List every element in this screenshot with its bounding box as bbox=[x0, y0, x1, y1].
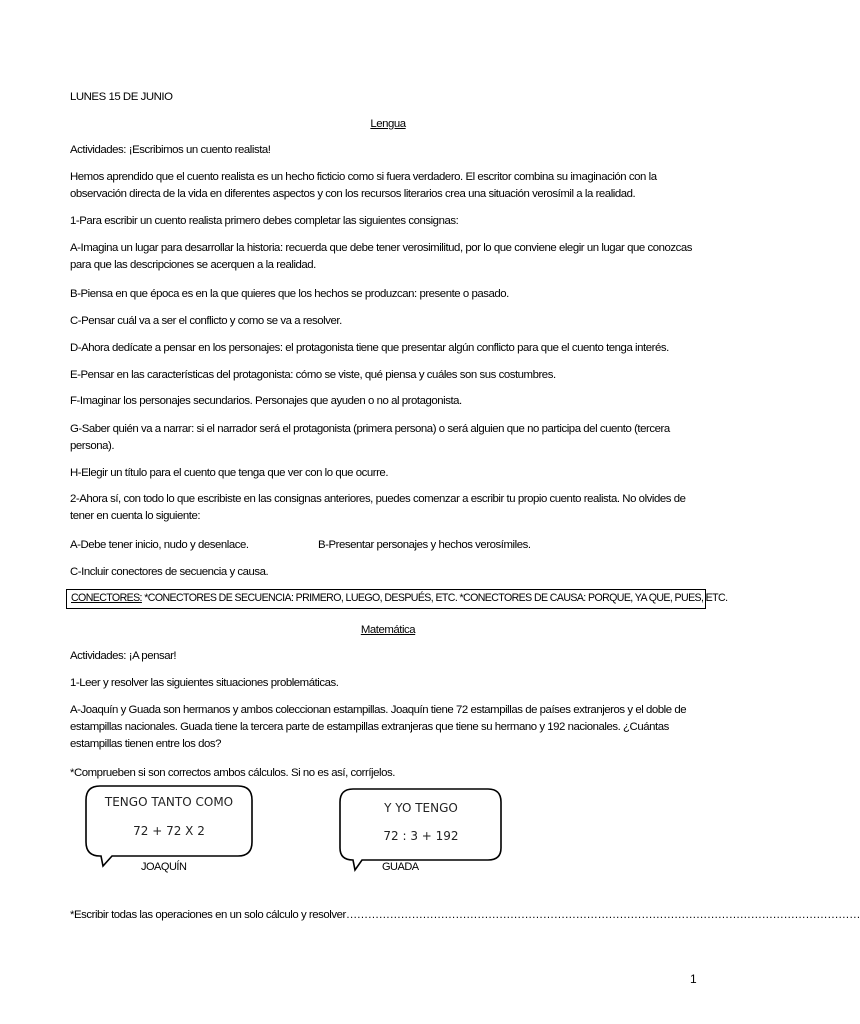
math-activities: Actividades: ¡A pensar! bbox=[70, 650, 177, 662]
name-joaquin: JOAQUÍN bbox=[141, 861, 187, 873]
requirement-a: A-Debe tener inicio, nudo y desenlace. bbox=[70, 539, 249, 551]
bubble-right-line1: Y YO TENGO bbox=[384, 801, 458, 815]
item-h: H-Elegir un título para el cuento que tenga que ver con lo que ocurre. bbox=[70, 467, 389, 479]
requirement-b: B-Presentar personajes y hechos verosímiles. bbox=[318, 539, 531, 551]
connectors-label: CONECTORES: bbox=[71, 592, 142, 604]
bubble-left-line1: TENGO TANTO COMO bbox=[104, 795, 234, 809]
name-guada: GUADA bbox=[382, 861, 419, 873]
item-g: G-Saber quién va a narrar: si el narrador será el protagonista (primera persona) o será alguien que no participa del cuento (tercera persona). bbox=[70, 423, 670, 452]
section-title-matematica: Matemática bbox=[360, 624, 416, 636]
item-f: F-Imaginar los personajes secundarios. Personajes que ayuden o no al protagonista. bbox=[70, 395, 462, 407]
bubble-right-line2: 72 : 3 + 192 bbox=[383, 829, 459, 843]
item-d: D-Ahora dedícate a pensar en los personajes: el protagonista tiene que presentar algún conflicto para que el cuento tenga interés. bbox=[70, 342, 669, 354]
item-b: B-Piensa en que época es en la que quieres que los hechos se produzcan: presente o pasado. bbox=[70, 288, 509, 300]
item-c: C-Pensar cuál va a ser el conflicto y como se va a resolver. bbox=[70, 315, 342, 327]
item-e: E-Pensar en las características del protagonista: cómo se viste, qué piensa y cuáles son sus costumbres. bbox=[70, 369, 556, 381]
page-number: 1 bbox=[690, 972, 697, 986]
bubble-left-line2: 72 + 72 X 2 bbox=[133, 824, 205, 838]
item-a: A-Imagina un lugar para desarrollar la historia: recuerda que debe tener verosimilitud, por lo que conviene elegir un lugar que conozcas para que las descripciones se acerquen a la realidad. bbox=[70, 242, 693, 271]
final-instruction: *Escribir todas las operaciones en un solo cálculo y resolver…………………………………………………………………………………………………………………………… bbox=[70, 909, 860, 921]
lengua-activities: Actividades: ¡Escribimos un cuento realista! bbox=[70, 144, 271, 156]
math-check: *Comprueben si son correctos ambos cálculos. Si no es así, corríjelos. bbox=[70, 767, 395, 779]
connectors-list: *CONECTORES DE SECUENCIA: PRIMERO, LUEGO, DESPUÉS, ETC. *CONECTORES DE CAUSA: PORQUE, YA QUE, PUES, ETC. bbox=[141, 592, 728, 604]
requirement-c: C-Incluir conectores de secuencia y causa. bbox=[70, 566, 269, 578]
section-title-lengua: Lengua bbox=[370, 118, 406, 130]
math-step1: 1-Leer y resolver las siguientes situaciones problemáticas. bbox=[70, 677, 339, 689]
lengua-intro: Hemos aprendido que el cuento realista es un hecho ficticio como si fuera verdadero. El escritor combina su imaginación con la observación directa de la vida en diferentes aspectos y con los recursos literarios crea una situación verosímil a la realidad. bbox=[70, 171, 657, 200]
lengua-step2: 2-Ahora sí, con todo lo que escribiste en las consignas anteriores, puedes comenzar a escribir tu propio cuento realista. No olvides de tener en cuenta lo siguiente: bbox=[70, 493, 686, 522]
date-heading: LUNES 15 DE JUNIO bbox=[70, 91, 173, 103]
math-problem: A-Joaquín y Guada son hermanos y ambos coleccionan estampillas. Joaquín tiene 72 estampillas de países extranjeros y el doble de estampillas nacionales. Guada tiene la tercera parte de estampillas extranjeras que tiene su hermano y 192 nacionales. ¿Cuántas estampillas tienen entre los dos? bbox=[70, 704, 687, 750]
lengua-step1: 1-Para escribir un cuento realista primero debes completar las siguientes consignas: bbox=[70, 215, 459, 227]
